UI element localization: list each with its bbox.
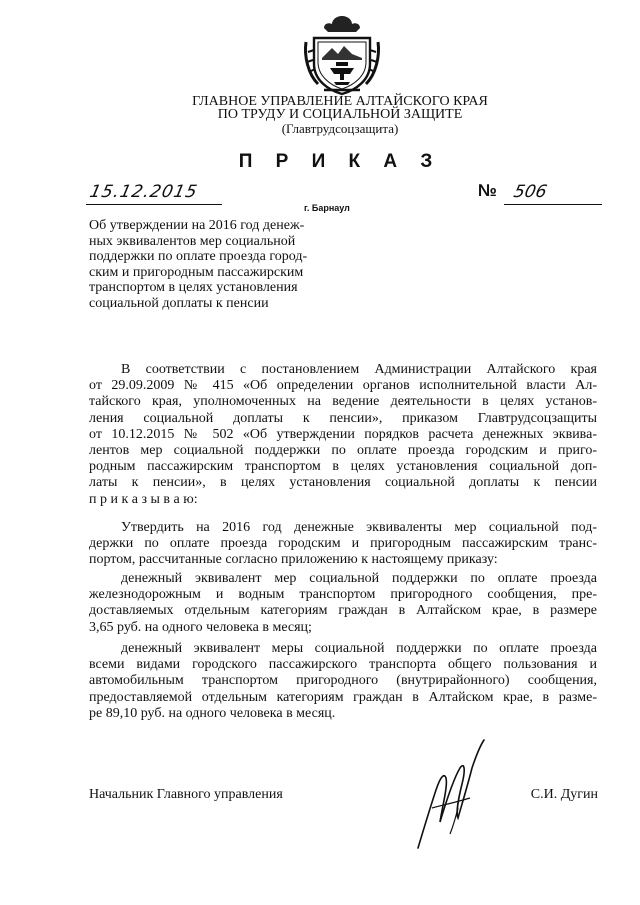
body-line: родным пассажирским транспортом в целях установления социальной доп- xyxy=(89,459,597,475)
document-number: 506 xyxy=(511,182,549,202)
body-line: от 29.09.2009 № 415 «Об определении органов исполнительной власти Ал- xyxy=(89,378,597,394)
body-paragraph-approve xyxy=(89,520,597,569)
organization-short-name: (Главтрудсоцзащита) xyxy=(281,121,399,136)
body-line: лентов мер социальной поддержки по оплате проезда городским и приго- xyxy=(89,443,597,459)
order-keyword: п р и к а з ы в а ю: xyxy=(89,491,198,507)
body-line: денежный эквивалент меры социальной поддержки по оплате проезда xyxy=(121,641,597,656)
body-line: латы к пенсии», в целях установления социальной доплаты к пенсии xyxy=(89,475,597,491)
number-label: № xyxy=(478,181,497,200)
body-line: предоставляемой отдельным категориям граждан в Алтайском крае, в разме- xyxy=(89,689,597,705)
body-line: железнодорожным и водным транспортом пригородного сообщения, пре- xyxy=(89,587,597,603)
body-line: ре 89,10 руб. на одного человека в месяц. xyxy=(89,705,336,721)
organization-name-line-2: ПО ТРУДУ И СОЦИАЛЬНОЙ ЗАЩИТЕ xyxy=(217,107,463,122)
body-line: Утвердить на 2016 год денежные эквиваленты мер социальной под- xyxy=(121,520,597,535)
body-line: 3,65 руб. на одного человека в месяц; xyxy=(89,619,312,635)
subject-line: транспортом в целях установления xyxy=(89,280,298,295)
body-line: В соответствии с постановлением Администрации Алтайского края xyxy=(121,362,597,377)
body-line: держки по оплате проезда городским и пригородным пассажирским транс- xyxy=(89,536,597,552)
document-date: 15.12.2015 xyxy=(87,182,200,202)
body-line: денежный эквивалент мер социальной поддержки по оплате проезда xyxy=(121,571,597,586)
body-paragraph-urban-transport xyxy=(89,641,597,722)
body-line: доставляемых отдельным категориям граждан в Алтайском крае, в размере xyxy=(89,603,597,619)
document-title: П Р И К А З xyxy=(238,151,442,172)
city-label: г. Барнаул xyxy=(304,203,350,213)
handwritten-signature xyxy=(410,738,492,850)
body-line: всеми видами городского пассажирского транспорта общего пользования и xyxy=(89,657,597,673)
subject-line: Об утверждении на 2016 год денеж- xyxy=(89,218,305,233)
organization-name-line-1: ГЛАВНОЕ УПРАВЛЕНИЕ АЛТАЙСКОГО КРАЯ xyxy=(192,94,488,109)
document-subject xyxy=(89,218,351,311)
signatory-name: С.И. Дугин xyxy=(530,787,598,802)
coat-of-arms-icon xyxy=(300,12,384,98)
body-line: автомобильным транспортом пригородного (внутрирайонного) сообщения, xyxy=(89,673,597,689)
subject-line: поддержки по оплате проезда город- xyxy=(89,249,308,264)
subject-line: ных эквивалентов мер социальной xyxy=(89,233,296,249)
body-line: тайского края, уполномоченных на ведение деятельности в целях установ- xyxy=(89,394,597,410)
subject-line: социальной доплаты к пенсии xyxy=(89,295,269,311)
subject-line: ским и пригородным пассажирским xyxy=(89,264,304,280)
date-field xyxy=(86,184,222,205)
body-paragraph-rail-water xyxy=(89,571,597,636)
body-line: ления социальной доплаты к пенсии», приказом Главтрудсоцзащиты xyxy=(89,410,597,426)
body-line: от 10.12.2015 № 502 «Об утверждении порядков расчета денежных эквива- xyxy=(89,426,597,442)
number-field xyxy=(504,184,602,205)
signatory-role: Начальник Главного управления xyxy=(89,787,283,802)
body-paragraph-preamble xyxy=(89,362,597,508)
body-line: портом, рассчитанные согласно приложению к настоящему приказу: xyxy=(89,552,498,568)
